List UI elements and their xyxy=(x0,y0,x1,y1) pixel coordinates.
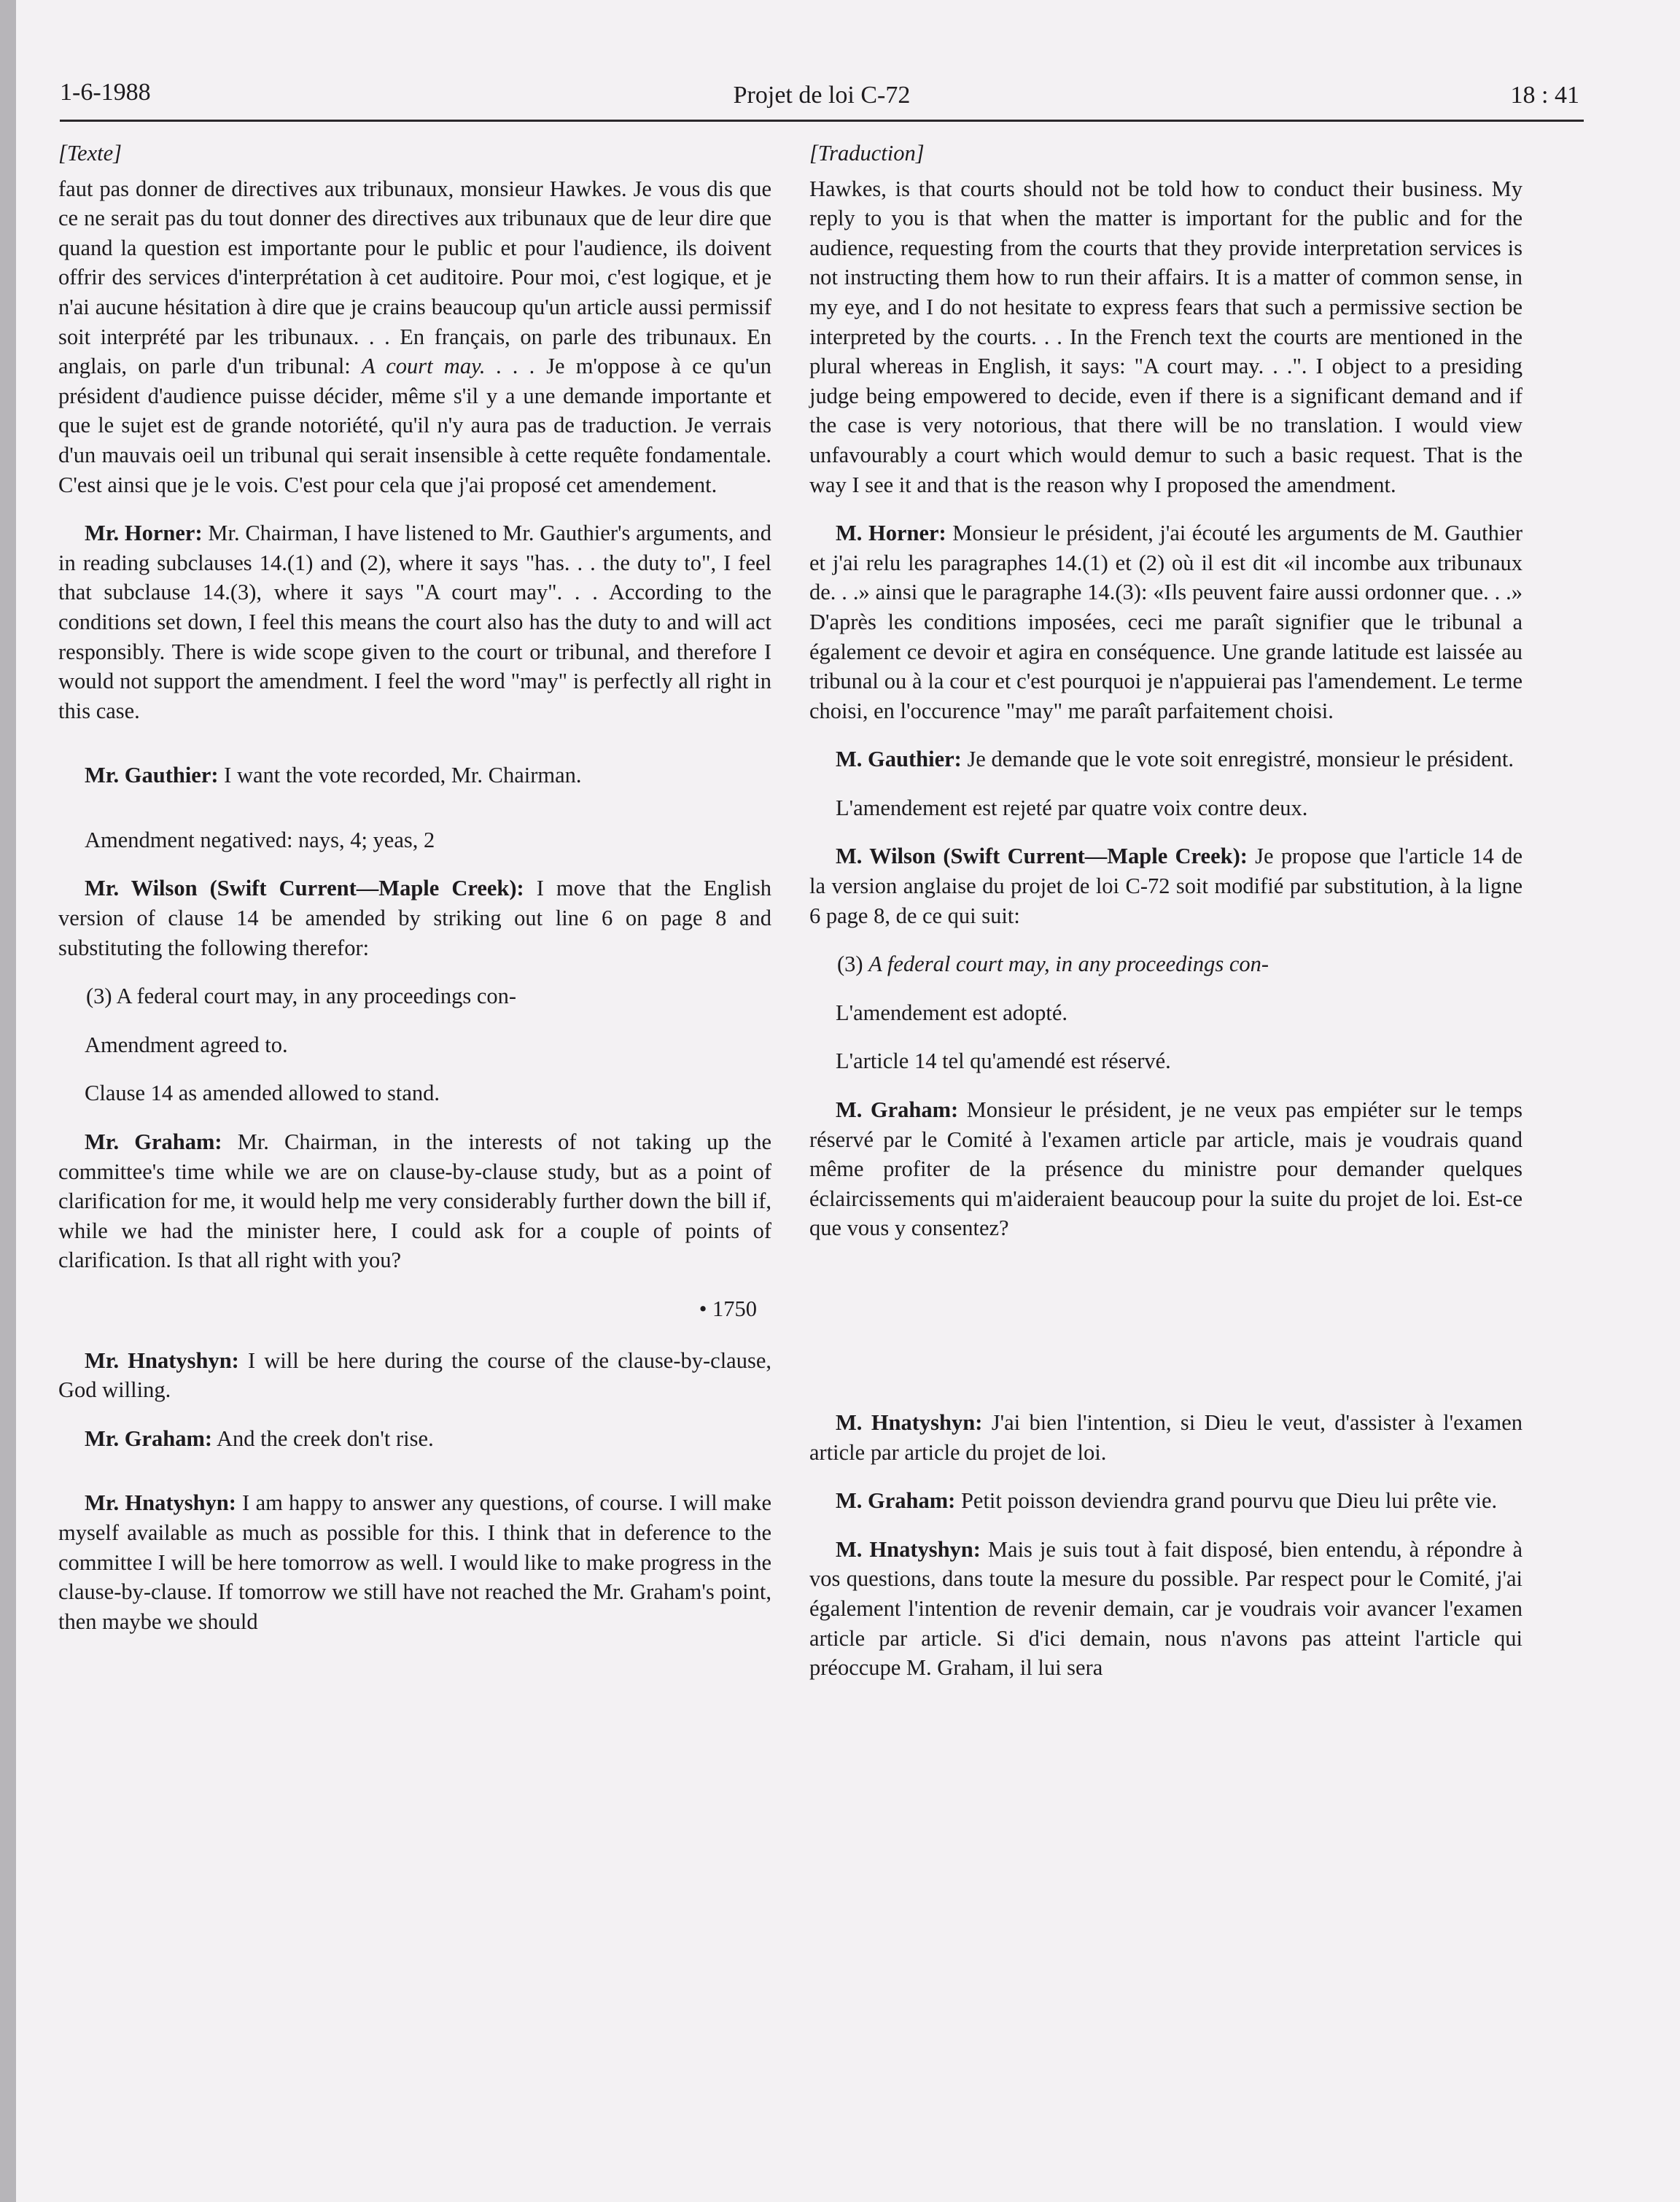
right-paragraph-hnatyshyn-2 xyxy=(809,1535,1522,1683)
quote-text: A federal court may, in any proceedings con- xyxy=(868,952,1269,977)
left-p1-rest: Je m'oppose à ce qu'un président d'audience puisse décider, même s'il y a une demande importante et que le sujet est de grande notoriété, qu'il n'y aura pas de traduction. Je verrais d'un mauvais oeil un tribunal qui serait insensible à cette requête fondamentale. C'est ainsi que je le vois. C'est pour cela que j'ai proposé cet amendement. xyxy=(58,354,772,497)
speaker-name: Mr. Hnatyshyn: xyxy=(85,1347,239,1373)
left-paragraph-gauthier xyxy=(58,760,771,790)
left-paragraph-graham xyxy=(58,1127,771,1275)
speech-text: J'ai bien l'intention, si Dieu le veut, d'assister à l'examen article par article du projet de loi. xyxy=(809,1410,1522,1465)
speaker-name: Mr. Graham: xyxy=(85,1129,222,1155)
speech-text: Mr. Chairman, in the interests of not taking up the committee's time while we are on clause-by-clause study, but as a point of clarification for me, it would help me very considerably further down the bill if, while we had the minister here, I could ask for a couple of points of clarification. Is that all right with you? xyxy=(58,1129,772,1273)
speech-text: And the creek don't rise. xyxy=(212,1425,434,1451)
speech-text: I want the vote recorded, Mr. Chairman. xyxy=(218,763,582,788)
left-quoted-subclause: (3) A federal court may, in any proceedings con- xyxy=(86,984,517,1009)
left-amendment-agreed: Amendment agreed to. xyxy=(85,1032,288,1057)
speaker-name: Mr. Wilson (Swift Current—Maple Creek): xyxy=(85,876,524,901)
speech-text: I move that the English version of clause 14 be amended by striking out line 6 on page 8 and substituting the following therefor: xyxy=(58,876,771,960)
speech-text: I am happy to answer any questions, of course. I will make myself available as much as possible for this. I think that in deference to the committee I will be here tomorrow as well. I would like to make progress in the clause-by-clause. If tomorrow we still have not reached the Mr. Graham's point, then maybe we should xyxy=(58,1490,771,1634)
right-column-text xyxy=(809,139,1522,1702)
left-amendment-negatived: Amendment negatived: nays, 4; yeas, 2 xyxy=(85,827,435,852)
header-page-number: 18 : 41 xyxy=(1510,82,1579,109)
speech-text: Petit poisson deviendra grand pourvu que Dieu lui prête vie. xyxy=(955,1488,1498,1514)
speech-text: Je demande que le vote soit enregistré, monsieur le président. xyxy=(961,747,1514,772)
left-paragraph-hnatyshyn-1 xyxy=(58,1346,771,1405)
speaker-name: M. Wilson (Swift Current—Maple Creek): xyxy=(836,844,1248,869)
page-header xyxy=(60,79,1584,122)
right-paragraph-translation: Hawkes, is that courts should not be told how to conduct their business. My reply to you is that when the matter is important for the public and for the audience, requesting from the courts that they provide interpretation services is not instructing them how to run their affairs. It is a matter of common sense, in my eye, and I do not hesitate to express fears that such a permissive section be interpreted by the courts. . . In the French text the courts are mentioned in the plural whereas in English, it says: "A court may. . .". I object to a presiding judge being empowered to decide, even if there is a significant demand and if the case is very notorious, that there will be no translation. I would view unfavourably a court which would demur to such a basic request. That is the way I see it and that is the reason why I proposed the amendment. xyxy=(809,176,1522,497)
speech-text: I will be here during the course of the clause-by-clause, God willing. xyxy=(58,1347,771,1403)
left-paragraph-gauthier-continued xyxy=(58,174,771,500)
left-paragraph-graham-2 xyxy=(58,1424,771,1454)
right-paragraph-graham-2 xyxy=(809,1486,1522,1516)
right-clause-stand: L'article 14 tel qu'amendé est réservé. xyxy=(836,1049,1171,1074)
scan-gutter-shadow xyxy=(0,0,16,2202)
right-quoted-subclause xyxy=(809,949,1522,979)
speech-text: Mais je suis tout à fait disposé, bien entendu, à répondre à vos questions, dans toute la mesure du possible. Par respect pour le Comité, j'ai également l'intention de revenir demain, car je voudrais voir avancer l'examen article par article. Si d'ici demain, nous n'avons pas atteint l'article qui préoccupe M. Graham, il lui sera xyxy=(809,1536,1522,1681)
right-paragraph-graham xyxy=(809,1095,1522,1243)
speaker-name: M. Horner: xyxy=(836,521,946,546)
right-paragraph-wilson xyxy=(809,841,1522,930)
speaker-name: Mr. Gauthier: xyxy=(85,763,219,788)
speaker-name: M. Graham: xyxy=(836,1097,959,1123)
left-p1-italic: A court may. . . . xyxy=(361,354,535,379)
speaker-name: Mr. Graham: xyxy=(85,1425,213,1451)
right-amendment-adopted: L'amendement est adopté. xyxy=(836,1000,1068,1025)
right-amendment-rejected: L'amendement est rejeté par quatre voix contre deux. xyxy=(836,795,1308,820)
speech-text: Monsieur le président, je ne veux pas empiéter sur le temps réservé par le Comité à l'examen article par article, mais je voudrais quand même profiter de la présence du ministre pour demander quelques éclaircissements qui m'aideraient beaucoup pour la suite du projet de loi. Est-ce que vous y consentez? xyxy=(809,1097,1522,1241)
speech-text: Mr. Chairman, I have listened to Mr. Gauthier's arguments, and in reading subclauses 14.(1) and (2), where it says "has. . . the duty to", I feel that subclause 14.(3), where it says "A court may". . . According to the conditions set down, I feel this means the court also has the duty to and will act responsibly. There is wide scope given to the court or tribunal, and therefore I would not support the amendment. I feel the word "may" is perfectly all right in this case. xyxy=(58,521,771,723)
speech-text: Je propose que l'article 14 de la version anglaise du projet de loi C-72 soit modifié par substitution, à la ligne 6 page 8, de ce qui suit: xyxy=(809,844,1522,928)
speech-text: Monsieur le président, j'ai écouté les arguments de M. Gauthier et j'ai relu les paragraphes 14.(1) et (2) où il est dit «il incombe aux tribunaux de. . .» ainsi que le paragraphe 14.(3): «Ils peuvent faire aussi ordonner que. . .» D'après les conditions imposées, ceci me paraît signifier que le tribunal a également ce devoir et agira en conséquence. Une grande latitude est laissée au tribunal ou à la cour et c'est pourquoi je n'appuierai pas l'amendement. Le terme choisi, en l'occurence "may" me paraît parfaitement choisi. xyxy=(809,521,1522,723)
speaker-name: M. Gauthier: xyxy=(836,747,962,772)
timestamp-marker: • 1750 xyxy=(699,1296,757,1321)
speaker-name: Mr. Hnatyshyn: xyxy=(85,1490,236,1516)
speaker-name: M. Hnatyshyn: xyxy=(836,1536,981,1562)
left-paragraph-horner xyxy=(58,518,771,725)
left-paragraph-wilson xyxy=(58,874,771,962)
right-paragraph-hnatyshyn-1 xyxy=(809,1408,1522,1467)
quote-number: (3) xyxy=(837,952,869,977)
left-paragraph-hnatyshyn-2 xyxy=(58,1488,771,1636)
left-column-label: [Texte] xyxy=(58,141,122,166)
header-title: Projet de loi C-72 xyxy=(733,82,911,109)
left-clause-stand: Clause 14 as amended allowed to stand. xyxy=(85,1081,440,1106)
right-column-label: [Traduction] xyxy=(809,141,925,166)
speaker-name: M. Graham: xyxy=(836,1488,956,1514)
right-paragraph-horner xyxy=(809,518,1522,725)
left-p1-text: faut pas donner de directives aux tribunaux, monsieur Hawkes. Je vous dis que ce ne serait pas du tout donner des directives aux tribunaux que de leur dire que quand la question est importante pour le public et pour l'audience, ils doivent offrir des services d'interprétation à cet auditoire. Pour moi, c'est logique, et je n'ai aucune hésitation à dire que je crains beaucoup qu'un article aussi permissif soit interprété par les tribunaux. . . En français, on parle des tribunaux. En anglais, on parle d'un tribunal: xyxy=(58,176,771,379)
right-paragraph-gauthier xyxy=(809,744,1522,774)
left-column-text xyxy=(58,139,771,1655)
speaker-name: Mr. Horner: xyxy=(85,521,203,546)
header-date: 1-6-1988 xyxy=(60,79,151,106)
speaker-name: M. Hnatyshyn: xyxy=(836,1410,983,1435)
